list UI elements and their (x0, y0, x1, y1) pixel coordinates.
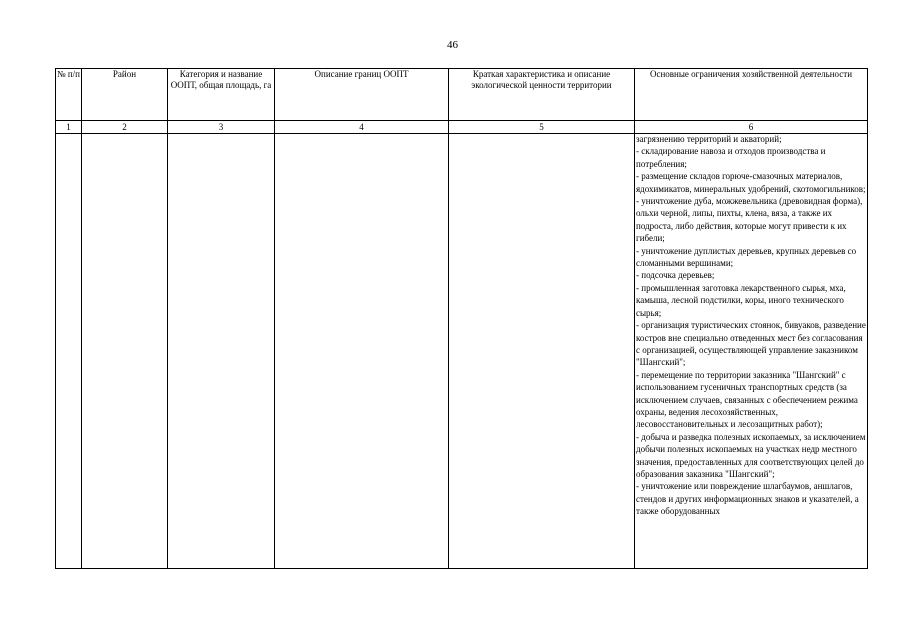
restrictions-text: загрязнению территорий и акваторий; - складирование навоза и отходов производства и потребления; - размещение складов горюче-смазочных материалов, ядохимикатов, минеральных удобрений, скотомогильников; - уничтожение дуба, можжевельника (древовидная форма), ольхи черной, липы, пихты, клена, вяза, а также их подроста, либо действия, которые могут привести к их гибели; - уничтожение дуплистых деревьев, крупных деревьев со сломанными вершинами; - подсочка деревьев; - промышленная заготовка лекарственного сырья, мха, камыша, лесной подстилки, коры, иного технического сырья; - организация туристических стоянок, бивуаков, разведение костров вне специально отведенных мест без согласования с организацией, осуществляющей управление заказником "Шангский"; - перемещение по территории заказника "Шангский" с использованием гусеничных транспортных средств (за исключением случаев, связанных с обеспечением режима охраны, ведения лесохозяйственных, лесовосстановительных и лесозащитных работ); - добыча и разведка полезных ископаемых, за исключением добычи полезных ископаемых на участках недр местного значения, предоставленных для соответствующих целей до образования заказника "Шангский"; - уничтожение или повреждение шлагбаумов, аншлагов, стендов и других информационных знаков и указателей, а также оборудованных (636, 134, 866, 517)
header-district: Район (82, 69, 168, 121)
header-boundaries: Описание границ ООПТ (275, 69, 449, 121)
page-number: 46 (447, 39, 458, 51)
column-number: 1 (56, 121, 82, 134)
header-characteristics: Краткая характеристика и описание экологической ценности территории (449, 69, 635, 121)
cell-number (56, 134, 82, 569)
column-number: 3 (168, 121, 275, 134)
header-restrictions: Основные ограничения хозяйственной деятельности (635, 69, 868, 121)
column-number: 4 (275, 121, 449, 134)
table-header-row (56, 69, 868, 121)
cell-district (82, 134, 168, 569)
cell-boundaries (275, 134, 449, 569)
protected-areas-table (55, 68, 868, 569)
cell-category-name (168, 134, 275, 569)
column-number: 6 (635, 121, 868, 134)
column-number: 5 (449, 121, 635, 134)
header-number: № п/п (56, 69, 82, 121)
header-category-name: Категория и название ООПТ, общая площадь, га (168, 69, 275, 121)
cell-characteristics (449, 134, 635, 569)
column-number: 2 (82, 121, 168, 134)
table-row (56, 134, 868, 569)
column-number-row (56, 121, 868, 134)
cell-restrictions (635, 134, 868, 569)
